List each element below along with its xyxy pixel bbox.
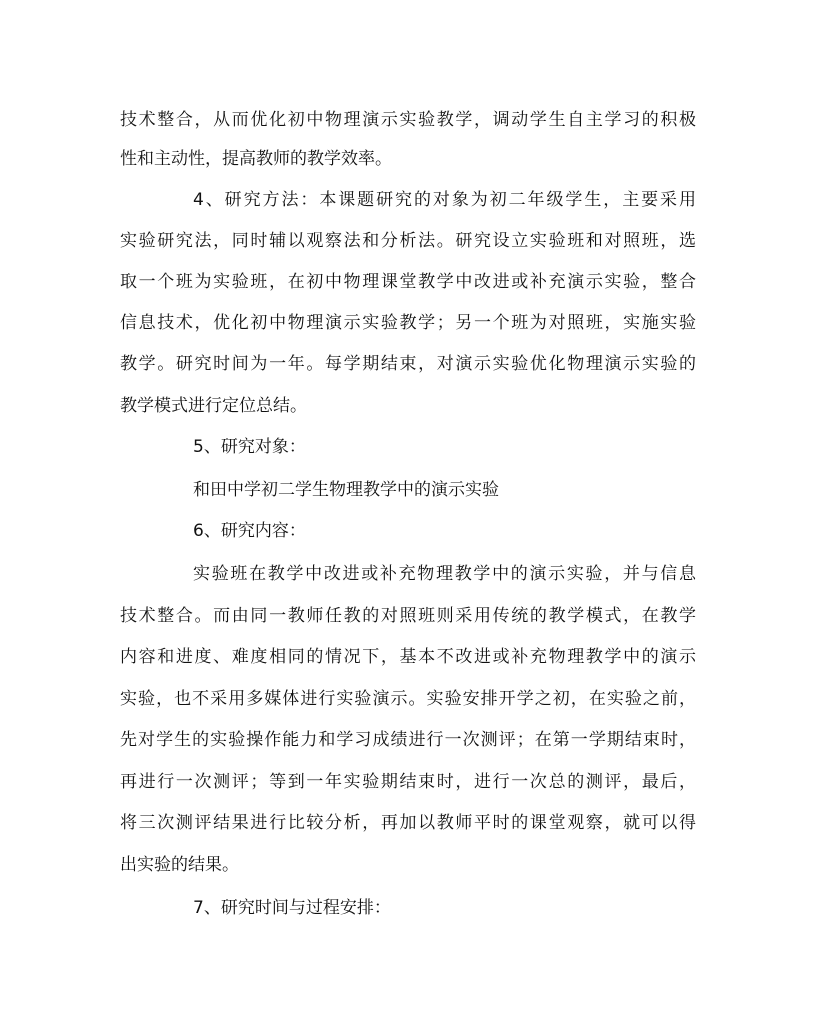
- text-line-7: 教学。研究时间为一年。每学期结束，对演示实验优化物理演示实验的: [120, 354, 696, 374]
- heading-research-content: 6、研究内容：: [193, 521, 306, 541]
- text-line-19: 出实验的结果。: [120, 855, 239, 875]
- text-line-17: 再进行一次测评；等到一年实验期结束时，进行一次总的测评，最后，: [120, 772, 696, 792]
- text-line-1: 技术整合，从而优化初中物理演示实验教学，调动学生自主学习的积极: [120, 110, 696, 130]
- text-line-18: 将三次测评结果进行比较分析，再加以教师平时的课堂观察，就可以得: [120, 813, 696, 833]
- text-line-2: 性和主动性，提高教师的教学效率。: [120, 149, 392, 169]
- text-line-10: 和田中学初二学生物理教学中的演示实验: [193, 480, 499, 500]
- heading-research-object: 5、研究对象：: [193, 437, 306, 457]
- text-line-13: 技术整合。而由同一教师任教的对照班则采用传统的教学模式，在教学: [120, 606, 696, 626]
- text-line-15: 实验，也不采用多媒体进行实验演示。实验安排开学之初，在实验之前，: [120, 689, 696, 709]
- text-line-16: 先对学生的实验操作能力和学习成绩进行一次测评；在第一学期结束时，: [120, 730, 696, 750]
- text-line-14: 内容和进度、难度相同的情况下，基本不改进或补充物理教学中的演示: [120, 647, 696, 667]
- heading-research-schedule: 7、研究时间与过程安排：: [193, 898, 391, 918]
- text-line-5: 取一个班为实验班，在初中物理课堂教学中改进或补充演示实验，整合: [120, 272, 696, 292]
- text-line-4: 实验研究法，同时辅以观察法和分析法。研究设立实验班和对照班，选: [120, 231, 696, 251]
- text-line-6: 信息技术，优化初中物理演示实验教学；另一个班为对照班，实施实验: [120, 313, 696, 333]
- text-line-3: 4、研究方法：本课题研究的对象为初二年级学生，主要采用: [193, 190, 696, 210]
- text-line-12: 实验班在教学中改进或补充物理教学中的演示实验，并与信息: [193, 564, 696, 584]
- text-line-8: 教学模式进行定位总结。: [120, 396, 307, 416]
